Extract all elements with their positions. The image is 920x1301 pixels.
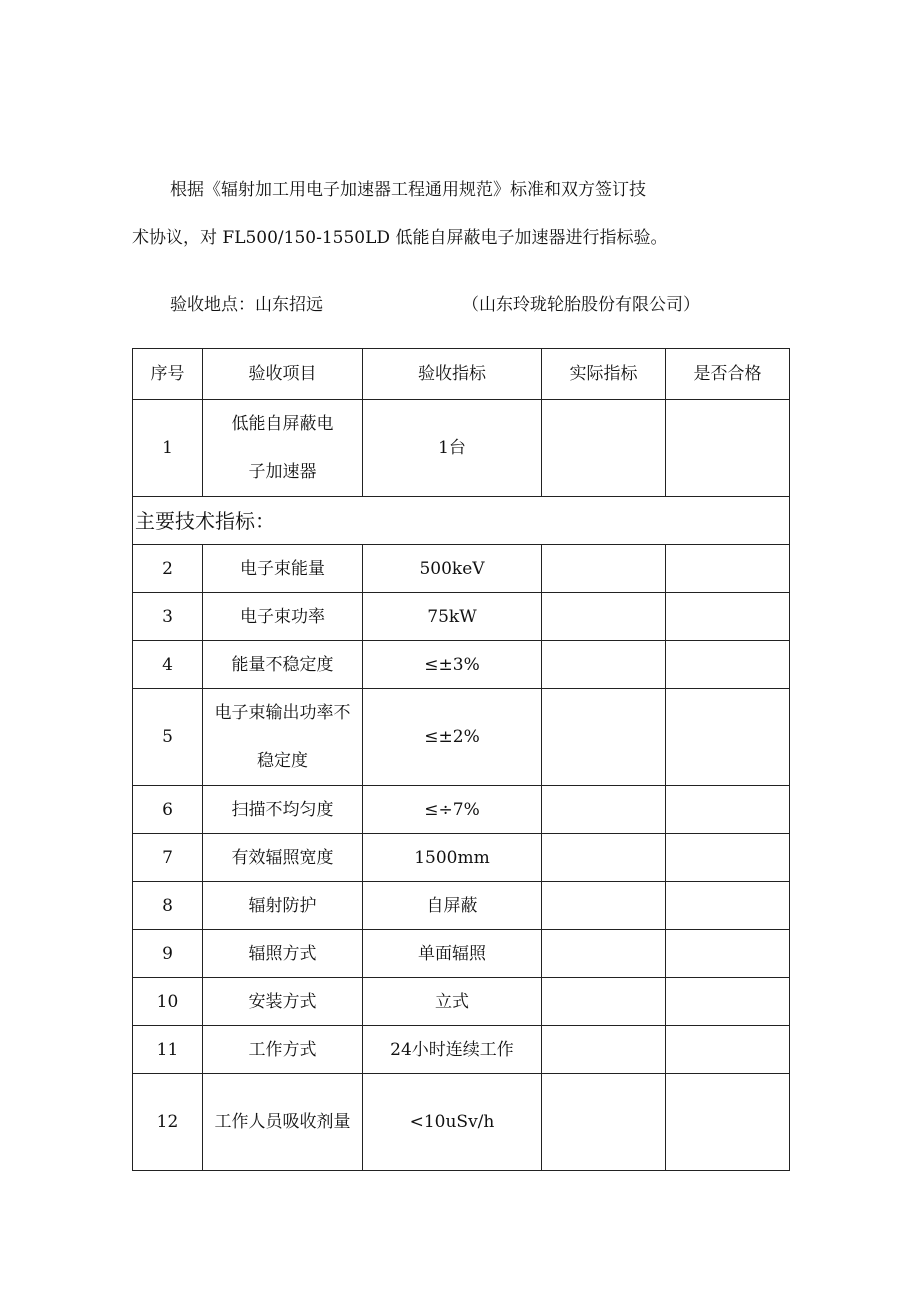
acceptance-table [132, 348, 790, 1171]
row-actual [542, 930, 666, 978]
table-row [133, 834, 790, 882]
row-spec: 24小时连续工作 [363, 1026, 542, 1074]
row-actual [542, 545, 666, 593]
row-no: 10 [133, 978, 203, 1026]
row-item: 工作方式 [203, 1026, 363, 1074]
row-actual [542, 978, 666, 1026]
header-pass: 是否合格 [666, 349, 790, 400]
row-actual [542, 1026, 666, 1074]
row-actual [542, 1074, 666, 1171]
table-row [133, 689, 790, 786]
row-spec: 单面辐照 [363, 930, 542, 978]
row-no: 8 [133, 882, 203, 930]
table-row [133, 1074, 790, 1171]
row-item [203, 400, 363, 497]
header-actual: 实际指标 [542, 349, 666, 400]
section-title: 主要技术指标： [133, 497, 790, 545]
row-pass [666, 1026, 790, 1074]
row-no: 2 [133, 545, 203, 593]
table-row [133, 593, 790, 641]
table-row [133, 930, 790, 978]
row-spec: <10uSv/h [363, 1074, 542, 1171]
row-item: 辐照方式 [203, 930, 363, 978]
header-item: 验收项目 [203, 349, 363, 400]
row-no: 6 [133, 786, 203, 834]
row-pass [666, 1074, 790, 1171]
row-item: 能量不稳定度 [203, 641, 363, 689]
row-no: 5 [133, 689, 203, 786]
row-pass [666, 930, 790, 978]
row-spec: ≤±2% [363, 689, 542, 786]
row-spec: ≤±3% [363, 641, 542, 689]
row-no: 12 [133, 1074, 203, 1171]
row-pass [666, 545, 790, 593]
table-row [133, 1026, 790, 1074]
row-item: 电子束能量 [203, 545, 363, 593]
row-item [203, 689, 363, 786]
row-actual [542, 400, 666, 497]
row-no: 9 [133, 930, 203, 978]
row-item-line-1: 低能自屏蔽电 [231, 414, 334, 434]
row-actual [542, 689, 666, 786]
row-pass [666, 641, 790, 689]
row-spec: 1500mm [363, 834, 542, 882]
intro-line-2: 术协议，对 FL500/150-1550LD 低能自屏蔽电子加速器进行指标验。 [132, 228, 668, 248]
row-actual [542, 882, 666, 930]
row-pass [666, 834, 790, 882]
row-item: 安装方式 [203, 978, 363, 1026]
row-spec: 立式 [363, 978, 542, 1026]
table-row [133, 400, 790, 497]
row-item: 辐射防护 [203, 882, 363, 930]
row-spec: 自屏蔽 [363, 882, 542, 930]
section-row [133, 497, 790, 545]
row-item: 工作人员吸收剂量 [203, 1074, 363, 1171]
row-item-line-2: 子加速器 [248, 462, 317, 482]
row-pass [666, 882, 790, 930]
acceptance-location [170, 290, 770, 320]
row-no: 1 [133, 400, 203, 497]
row-spec: 1台 [363, 400, 542, 497]
table-row [133, 545, 790, 593]
row-no: 11 [133, 1026, 203, 1074]
table-header-row [133, 349, 790, 400]
row-pass [666, 786, 790, 834]
row-pass [666, 400, 790, 497]
intro-line-1: 根据《辐射加工用电子加速器工程通用规范》标准和双方签订技 [170, 180, 646, 200]
table-row [133, 882, 790, 930]
row-actual [542, 593, 666, 641]
row-item: 扫描不均匀度 [203, 786, 363, 834]
row-spec: 500keV [363, 545, 542, 593]
location-label: 验收地点：山东招远 [170, 295, 323, 315]
row-pass [666, 689, 790, 786]
row-spec: ≤÷7% [363, 786, 542, 834]
header-spec: 验收指标 [363, 349, 542, 400]
row-actual [542, 786, 666, 834]
row-actual [542, 641, 666, 689]
row-actual [542, 834, 666, 882]
table-row [133, 786, 790, 834]
table-row [133, 641, 790, 689]
table-row [133, 978, 790, 1026]
header-no: 序号 [133, 349, 203, 400]
row-item-line-2: 稳定度 [257, 751, 308, 771]
row-no: 3 [133, 593, 203, 641]
location-company: （山东玲珑轮胎股份有限公司） [462, 295, 700, 315]
row-no: 4 [133, 641, 203, 689]
row-pass [666, 978, 790, 1026]
row-pass [666, 593, 790, 641]
row-no: 7 [133, 834, 203, 882]
row-item: 有效辐照宽度 [203, 834, 363, 882]
row-item: 电子束功率 [203, 593, 363, 641]
row-item-line-1: 电子束输出功率不 [214, 703, 351, 723]
intro-paragraph [132, 166, 792, 262]
row-spec: 75kW [363, 593, 542, 641]
